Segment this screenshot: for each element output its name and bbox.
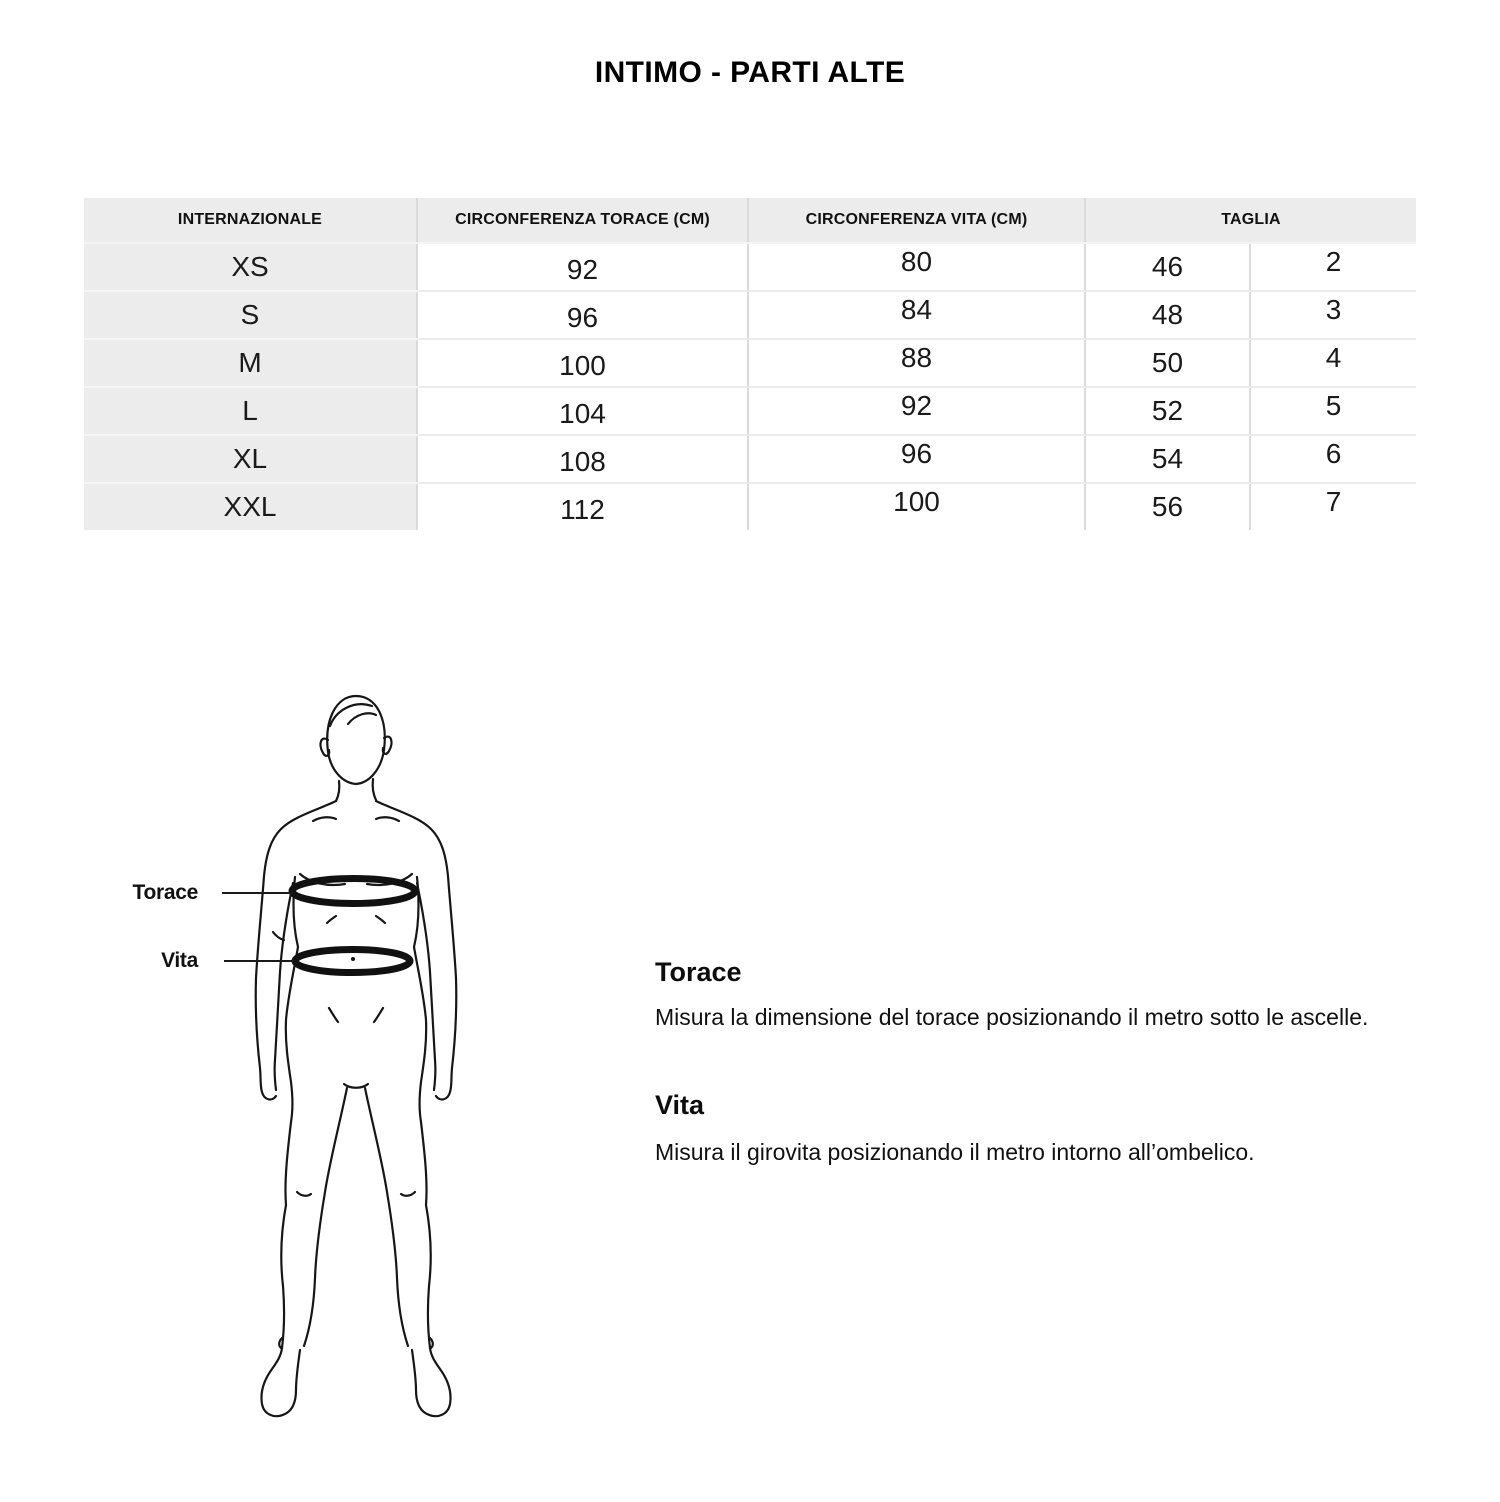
cell-taglia-num: 4 <box>1250 339 1416 387</box>
cell-taglia-num: 2 <box>1250 243 1416 291</box>
hip-crease-left <box>329 1008 338 1022</box>
cell-taglia-it: 56 <box>1085 483 1250 530</box>
chest-info-heading: Torace <box>655 957 742 987</box>
chest-band <box>292 879 415 904</box>
cell-waist: 92 <box>748 387 1085 435</box>
cell-chest: 100 <box>417 339 748 387</box>
table-row-xs <box>84 243 1416 291</box>
ab-mark-right <box>376 916 385 923</box>
cell-taglia-it: 50 <box>1085 339 1250 387</box>
body-figure-illustration <box>230 680 480 1450</box>
waist-label: Vita <box>161 949 198 972</box>
cell-international: M <box>84 339 417 387</box>
figure-head <box>321 696 392 801</box>
chest-info-text: Misura la dimensione del torace posizionando il metro sotto le ascelle. <box>655 1004 1369 1030</box>
cell-international: S <box>84 291 417 339</box>
hair-fringe <box>348 713 376 724</box>
cell-chest: 112 <box>417 483 748 530</box>
waist-pointer-line <box>224 960 295 962</box>
col-header-taglia: TAGLIA <box>1085 198 1416 243</box>
cell-chest: 104 <box>417 387 748 435</box>
col-header-chest: CIRCONFERENZA TORACE (CM) <box>417 198 748 243</box>
knee-mark-left <box>297 1192 311 1196</box>
cell-chest: 108 <box>417 435 748 483</box>
cell-waist: 100 <box>748 483 1085 530</box>
cell-waist: 80 <box>748 243 1085 291</box>
neck-right <box>373 779 376 800</box>
cell-waist: 88 <box>748 339 1085 387</box>
table-row-l <box>84 387 1416 435</box>
waist-info-heading: Vita <box>655 1090 705 1120</box>
cell-chest: 92 <box>417 243 748 291</box>
page-title: INTIMO - PARTI ALTE <box>594 56 906 89</box>
table-row-xxl <box>84 483 1416 530</box>
neck-left <box>336 781 339 801</box>
hip-crease-right <box>374 1008 383 1022</box>
cell-international: XXL <box>84 483 417 530</box>
cell-taglia-num: 5 <box>1250 387 1416 435</box>
elbow-mark <box>273 932 284 940</box>
cell-international: XS <box>84 243 417 291</box>
cell-taglia-it: 46 <box>1085 243 1250 291</box>
figure-legs <box>261 1084 450 1416</box>
waist-info-text: Misura il girovita posizionando il metro intorno all’ombelico. <box>655 1139 1255 1165</box>
table-row-xl <box>84 435 1416 483</box>
cell-international: L <box>84 387 417 435</box>
col-header-international: INTERNAZIONALE <box>84 198 417 243</box>
table-header-row <box>84 198 1416 243</box>
waist-band <box>295 950 410 973</box>
table-row-m <box>84 339 1416 387</box>
collarbone-right <box>376 817 399 821</box>
col-header-waist: CIRCONFERENZA VITA (CM) <box>748 198 1085 243</box>
cell-taglia-num: 3 <box>1250 291 1416 339</box>
cell-taglia-it: 52 <box>1085 387 1250 435</box>
left-foot <box>261 1348 300 1416</box>
cell-waist: 84 <box>748 291 1085 339</box>
cell-international: XL <box>84 435 417 483</box>
ab-mark-left <box>327 916 336 923</box>
size-table <box>84 198 1416 530</box>
cell-waist: 96 <box>748 435 1085 483</box>
cell-taglia-it: 48 <box>1085 291 1250 339</box>
cell-chest: 96 <box>417 291 748 339</box>
cell-taglia-num: 6 <box>1250 435 1416 483</box>
cell-taglia-num: 7 <box>1250 483 1416 530</box>
collarbone-left <box>313 817 336 821</box>
navel-dot <box>351 957 355 961</box>
chest-pointer-line <box>222 892 293 894</box>
knee-mark-right <box>401 1192 415 1196</box>
chest-label: Torace <box>132 881 198 904</box>
cell-taglia-it: 54 <box>1085 435 1250 483</box>
right-foot <box>412 1348 451 1416</box>
table-row-s <box>84 291 1416 339</box>
